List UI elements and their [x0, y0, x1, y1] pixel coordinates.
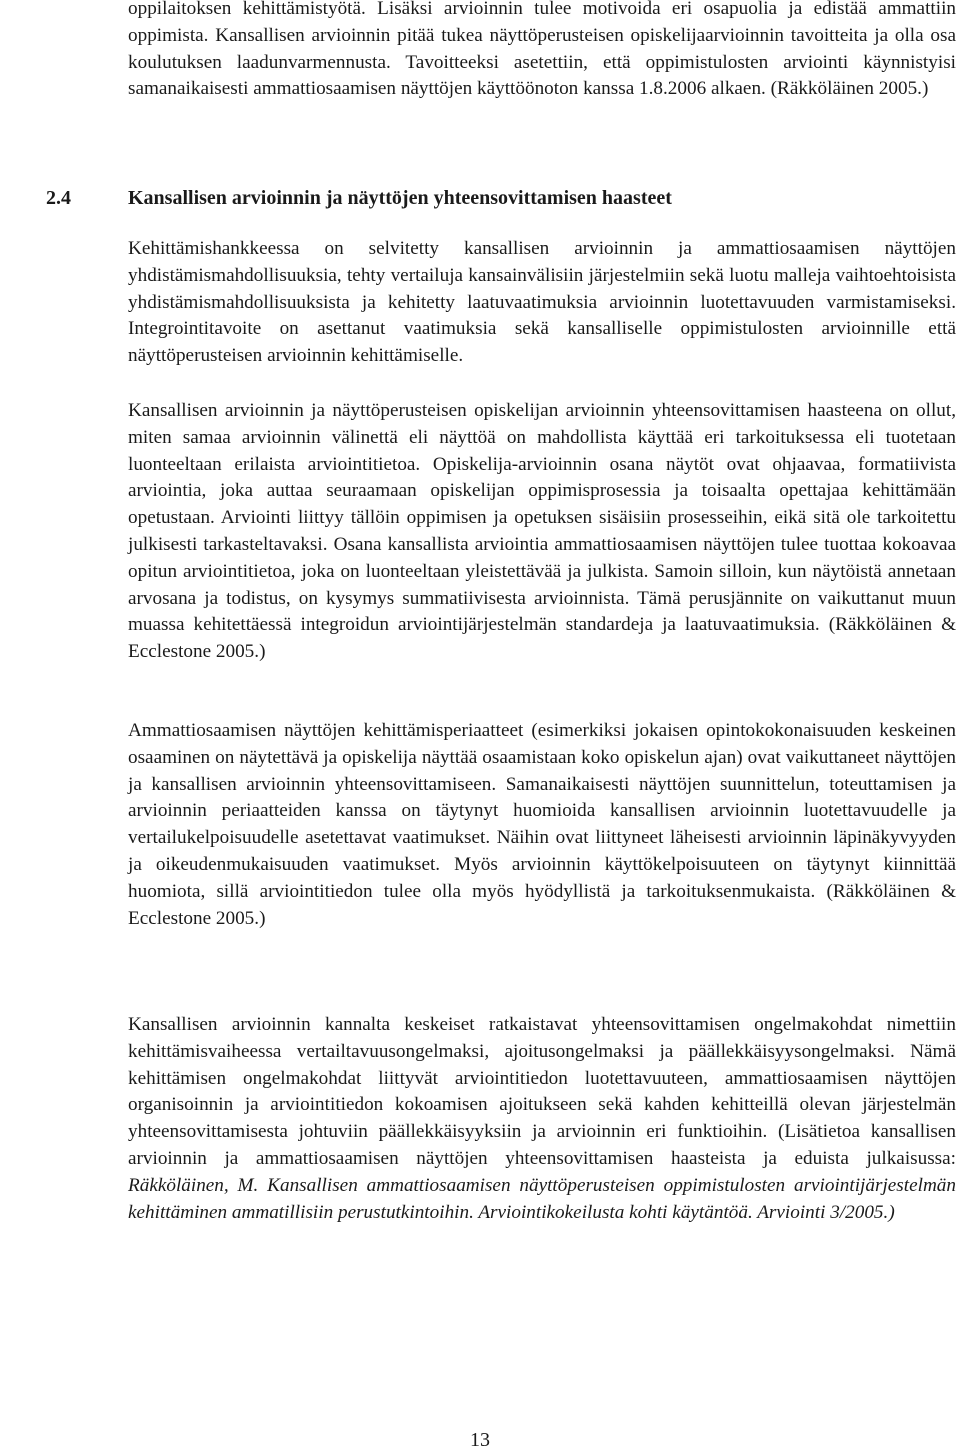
section-title: Kansallisen arvioinnin ja näyttöjen yhteensovittamisen haasteet	[128, 187, 672, 209]
section-number: 2.4	[46, 187, 71, 209]
body-paragraph: Ammattiosaamisen näyttöjen kehittämisperiaatteet (esimerkiksi jokaisen opintokokonaisuuden keskeinen osaaminen on näytettävä ja opiskelija näyttää osaamistaan koko opiskelun ajan) ovat vaikuttaneet näyttöjen ja kansallisen arvioinnin yhteensovittamiseen. Samanaikaisesti näyttöjen suunnittelun, toteuttamisen ja arvioinnin periaatteiden kanssa on täytynyt huomioida kansallisen arvioinnin luotettavuudelle ja vertailukelpoisuudelle asetettavat vaatimukset. Näihin ovat liittyneet läheisesti arvioinnin läpinäkyvyyden ja oikeudenmukaisuuden vaatimukset. Myös arvioinnin käyttökelpoisuuteen on täytynyt kiinnittää huomiota, sillä arviointitiedon tulee olla myös hyödyllistä ja tarkoituksenmukaista. (Räkköläinen & Ecclestone 2005.)	[128, 720, 956, 929]
paragraph-text: Kansallisen arvioinnin kannalta keskeiset ratkaistavat yhteensovittamisen ongelmakohdat nimettiin kehittämisvaiheessa vertailtavuusongelmaksi, ajoitusongelmaksi ja päällekkäisyysongelmaksi. Nämä kehittämisen ongelmakohdat liittyvät arviointitiedon luotettavuuteen, ammattiosaamisen näyttöjen organisoinnin ja arviointitiedon kokoamisen ajoitukseen sekä kahden kehitteillä olevan järjestelmän yhteensovittamisesta johtuviin päällekkäisyyksiin ja arvioinnin eri funktioihin. (Lisätietoa kansallisen arvioinnin ja ammattiosaamisen näyttöjen yhteensovittamisen haasteista ja eduista julkaisussa:	[128, 1014, 956, 1169]
page-number: 13	[470, 1429, 490, 1451]
body-paragraph: Kehittämishankkeessa on selvitetty kansallisen arvioinnin ja ammattiosaamisen näyttöjen yhdistämismahdollisuuksia, tehty vertailuja kansainvälisiin järjestelmiin sekä luotu malleja vaihtoehtoisista yhdistämismahdollisuuksista ja kehitetty laatuvaatimuksia arvioinnin luotettavuuden varmistamiseksi. Integrointitavoite on asettanut vaatimuksia sekä kansalliselle oppimistulosten arvioinnille että näyttöperusteisen arvioinnin kehittämiselle.	[128, 238, 956, 367]
intro-paragraph: oppilaitoksen kehittämistyötä. Lisäksi arvioinnin tulee motivoida eri osapuolia ja edistää ammattiin oppimista. Kansallisen arvioinnin pitää tukea näyttöperusteisen opiskelijaarvioinnin tavoitteita ja olla osa koulutuksen laadunvarmennusta. Tavoitteeksi asetettiin, että oppimistulosten arviointi käynnistyisi samanaikaisesti ammattiosaamisen näyttöjen käyttöönoton kanssa 1.8.2006 alkaen. (Räkköläinen 2005.)	[128, 0, 956, 100]
italic-citation: Räkköläinen, M. Kansallisen ammattiosaamisen näyttöperusteisen oppimistulosten arviointijärjestelmän kehittäminen ammatillisiin perustutkintoihin. Arviointikokeilusta kohti käytäntöä. Arviointi 3/2005.)	[128, 1174, 956, 1223]
body-paragraph-with-citation	[128, 1012, 956, 1226]
body-paragraph: Kansallisen arvioinnin ja näyttöperusteisen opiskelijan arvioinnin yhteensovittamisen haasteena on ollut, miten samaa arvioinnin välinettä eli näyttöä on mahdollista käyttää eri tarkoituksessa eli tuotetaan luonteeltaan erilaista arviointitietoa. Opiskelija-arvioinnin osana näytöt ovat ohjaavaa, formatiivista arviointia, joka auttaa seuraamaan opiskelijan oppimisprosessia ja toisaalta opettajaa kehittämään opetustaan. Arviointi liittyy tällöin oppimisen ja opetuksen sisäisiin prosesseihin, eikä sitä ole tarkoitettu julkisesti tarkasteltavaksi. Osana kansallista arviointia ammattiosaamisen näyttöjen tulee tuottaa kokoavaa opitun arviointitietoa, joka on luonteeltaan yleistettävää ja julkista. Samoin silloin, kun näytöistä annetaan arvosana ja todistus, on kysymys summatiivisesta arvioinnista. Tämä perusjännite on vaikuttanut muun muassa kehitettäessä integroidun arviointijärjestelmän standardeja ja laatuvaatimuksia. (Räkköläinen & Ecclestone 2005.)	[128, 400, 956, 663]
